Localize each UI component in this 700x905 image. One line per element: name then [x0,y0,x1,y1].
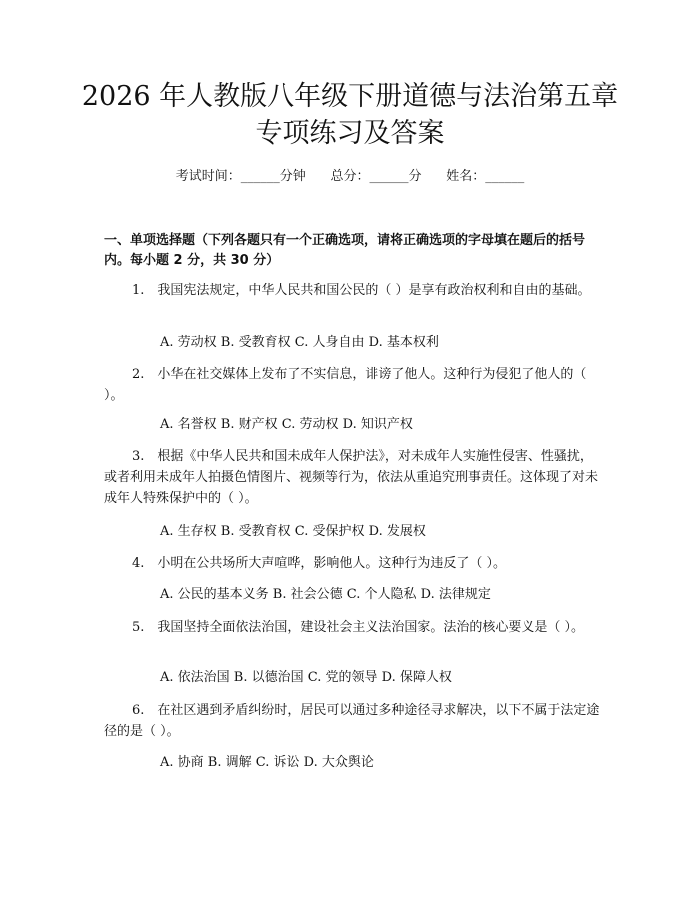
question-3-options: A. 生存权 B. 受教育权 C. 受保护权 D. 发展权 [160,524,426,539]
question-5: 5. 我国坚持全面依法治国，建设社会主义法治国家。法治的核心要义是（ ）。 [132,620,585,635]
question-6-options: A. 协商 B. 调解 C. 诉讼 D. 大众舆论 [160,755,374,770]
question-2-options: A. 名誉权 B. 财产权 C. 劳动权 D. 知识产权 [160,417,413,432]
question-6: 6. 在社区遇到矛盾纠纷时，居民可以通过多种途径寻求解决，以下不属于法定途径的是（ ）。 [104,703,600,739]
question-4-options: A. 公民的基本义务 B. 社会公德 C. 个人隐私 D. 法律规定 [160,587,491,602]
question-3: 3. 根据《中华人民共和国未成年人保护法》，对未成年人实施性侵害、性骚扰，或者利用未成年人拍摄色情图片、视频等行为，依法从重追究刑事责任。这体现了对未成年人特殊保护中的（ ）。 [104,449,599,506]
section-header: 一、单项选择题（下列各题只有一个正确选项，请将正确选项的字母填在题后的括号内。每小题 2 分，共 30 分） [104,233,586,268]
document-title-line-1: 2026 年人教版八年级下册道德与法治第五章 [81,81,619,112]
question-1: 1. 我国宪法规定，中华人民共和国公民的（ ）是享有政治权利和自由的基础。 [132,283,591,298]
question-2: 2. 小华在社交媒体上发布了不实信息，诽谤了他人。这种行为侵犯了他人的（ ）。 [104,367,587,403]
document-title-line-2: 专项练习及答案 [255,118,445,149]
exam-info-line: 考试时间：______分钟 总分：______分 姓名：______ [175,169,525,184]
question-5-options: A. 依法治国 B. 以德治国 C. 党的领导 D. 保障人权 [160,670,452,685]
question-1-options: A. 劳动权 B. 受教育权 C. 人身自由 D. 基本权利 [160,335,439,350]
question-4: 4. 小明在公共场所大声喧哗，影响他人。这种行为违反了（ ）。 [132,556,507,571]
